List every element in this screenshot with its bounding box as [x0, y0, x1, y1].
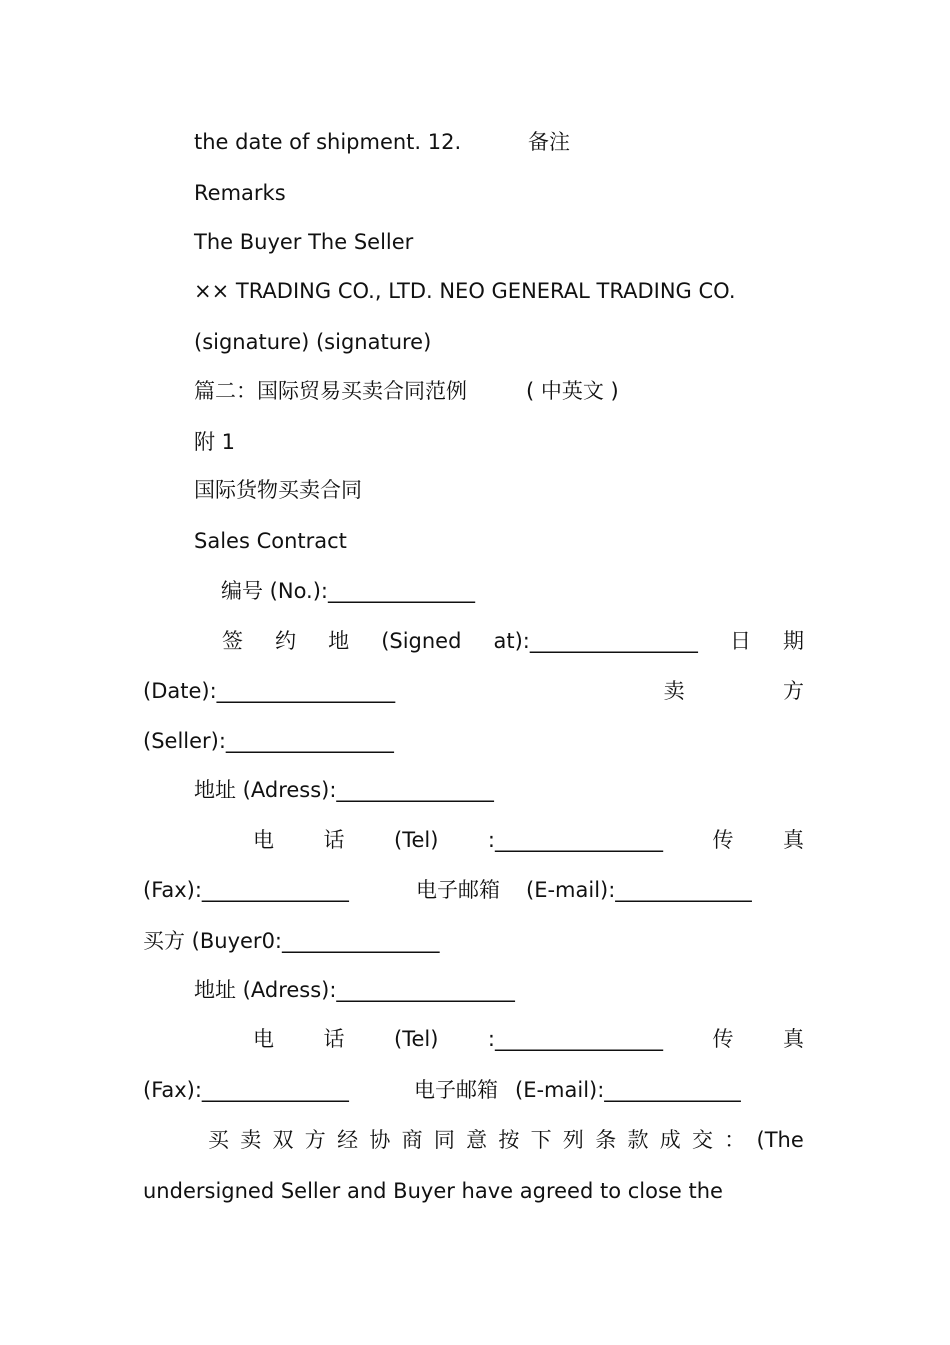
text-fragment: (Tel) — [394, 1027, 439, 1051]
text-fragment: 传 — [712, 1027, 734, 1051]
text-fragment: 真 — [782, 828, 804, 852]
text-fragment: 约 — [275, 629, 297, 653]
text-fragment: 下 — [530, 1128, 552, 1152]
text-fragment: 卖 — [663, 679, 685, 703]
seller-email-field: (E-mail):_____________ — [526, 878, 752, 902]
buyer-fax-field: (Fax):______________ — [143, 1078, 349, 1102]
text-fragment: 话 — [323, 1027, 345, 1051]
text-fragment: (The — [756, 1128, 804, 1152]
buyer-address-field: 地址 (Adress):_________________ — [194, 978, 515, 1002]
date-row — [143, 677, 804, 705]
text-fragment: 话 — [323, 828, 345, 852]
seller-tel-row — [253, 826, 804, 854]
contract-title-en: Sales Contract — [194, 529, 347, 553]
text-fragment: :________________ — [487, 828, 663, 852]
buyer-field: 买方 (Buyer0:_______________ — [143, 929, 440, 953]
text-fragment: 方 — [783, 679, 804, 703]
seller-field: (Seller):________________ — [143, 729, 394, 753]
text-fragment: 买 — [208, 1128, 229, 1152]
text-fragment: ： — [724, 1128, 746, 1152]
section-title: 篇二：国际贸易买卖合同范例 — [194, 379, 467, 403]
text-fragment: 意 — [466, 1128, 488, 1152]
signature-labels: (signature) (signature) — [194, 330, 432, 354]
text-fragment: 地 — [328, 629, 350, 653]
seller-address-field: 地址 (Adress):_______________ — [194, 778, 494, 802]
text-fragment: 商 — [401, 1128, 423, 1152]
text-fragment: (Tel) — [394, 828, 439, 852]
buyer-email-field: (E-mail):_____________ — [515, 1078, 741, 1102]
text-fragment: 协 — [369, 1128, 391, 1152]
text-fragment: 日 — [729, 629, 751, 653]
text-fragment: 电 — [253, 1027, 274, 1051]
party-labels: The Buyer The Seller — [194, 230, 414, 254]
text-line: the date of shipment. 12. — [194, 130, 462, 154]
text-fragment: 电 — [253, 828, 274, 852]
appendix-label: 附 1 — [194, 430, 236, 454]
text-fragment: 签 — [222, 629, 243, 653]
email-label: 电子邮箱 — [414, 1078, 498, 1102]
text-fragment: 传 — [712, 828, 734, 852]
text-fragment: 成 — [659, 1128, 681, 1152]
text-fragment: 交 — [691, 1128, 713, 1152]
company-names: ×× TRADING CO., LTD. NEO GENERAL TRADING CO. — [194, 279, 736, 303]
date-field: (Date):_________________ — [143, 679, 396, 703]
contract-title-zh: 国际货物买卖合同 — [194, 478, 362, 502]
text-fragment: 期 — [783, 629, 804, 653]
email-label: 电子邮箱 — [416, 878, 500, 902]
text-fragment: 同 — [433, 1128, 455, 1152]
buyer-tel-row — [253, 1025, 804, 1053]
signed-at-row — [222, 627, 804, 655]
text-fragment: (Signed — [381, 629, 462, 653]
text-fragment: 经 — [337, 1128, 359, 1152]
seller-fax-field: (Fax):______________ — [143, 878, 349, 902]
text-line: 备注 — [528, 130, 570, 154]
text-fragment: 条 — [595, 1128, 617, 1152]
section-title-suffix: ( 中英文 ) — [526, 379, 619, 403]
text-fragment: 真 — [782, 1027, 804, 1051]
text-fragment: at):________________ — [493, 629, 698, 653]
text-fragment: 款 — [627, 1128, 649, 1152]
text-line: undersigned Seller and Buyer have agreed to close the — [143, 1179, 723, 1203]
text-fragment: 按 — [498, 1128, 520, 1152]
text-fragment: 卖 — [240, 1128, 262, 1152]
text-fragment: 方 — [304, 1128, 326, 1152]
remarks-label: Remarks — [194, 181, 286, 205]
contract-number-field: 编号 (No.):______________ — [221, 579, 475, 603]
agreement-row — [208, 1126, 804, 1154]
text-fragment: 双 — [272, 1128, 294, 1152]
text-fragment: :________________ — [487, 1027, 663, 1051]
text-fragment: 列 — [562, 1128, 584, 1152]
